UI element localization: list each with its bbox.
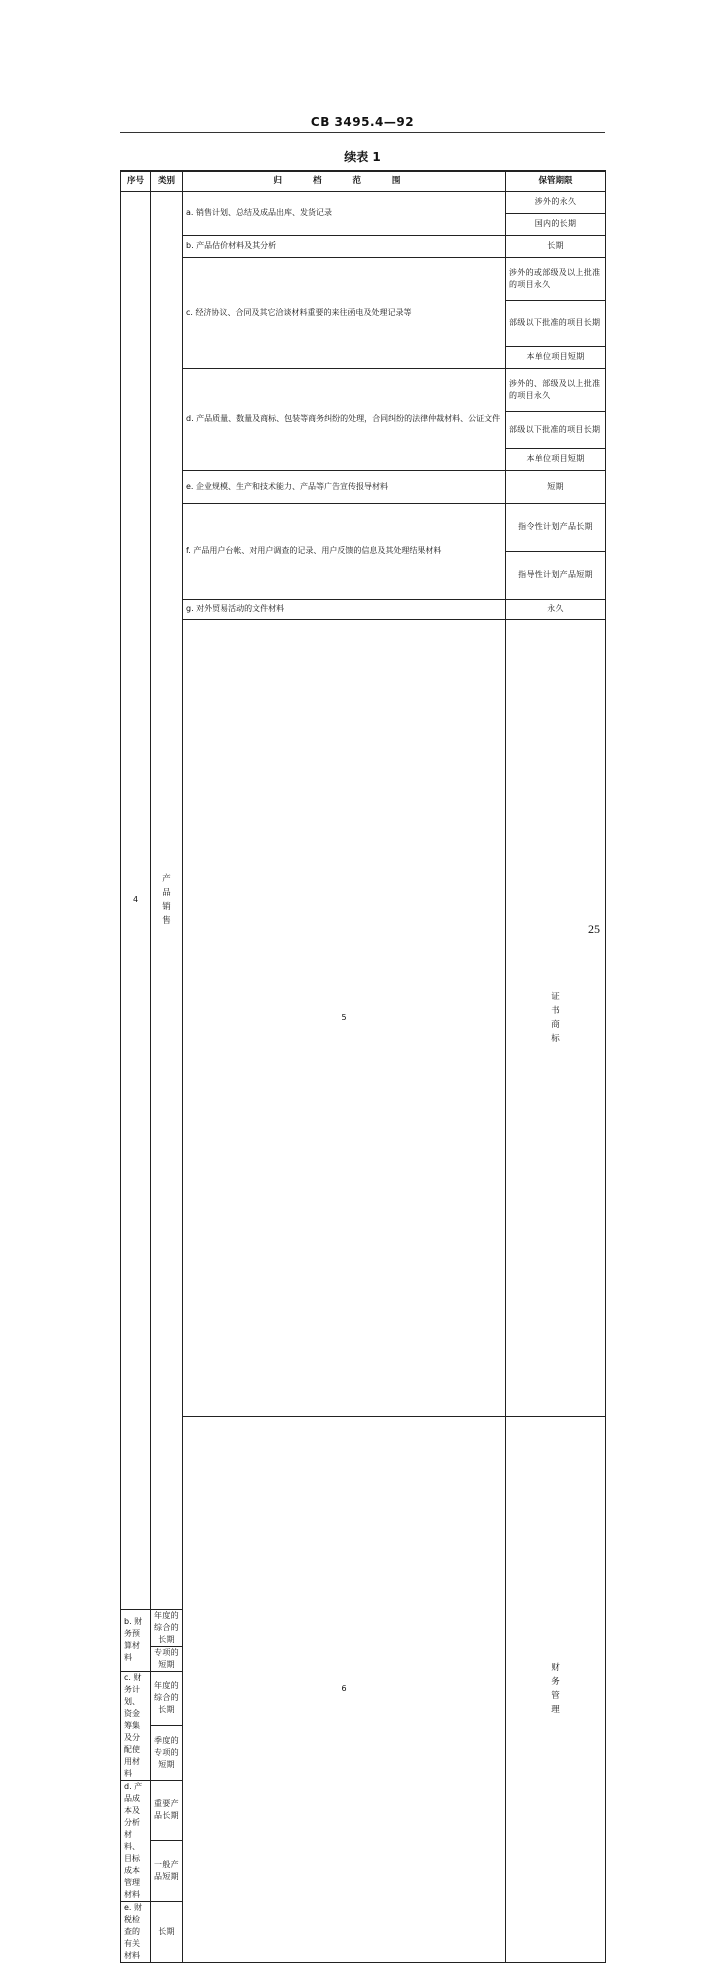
retention-cell: 指令性计划产品长期: [506, 503, 606, 551]
retention-cell: 重要产品长期: [151, 1780, 183, 1841]
retention-cell: 年度的综合的长期: [151, 1671, 183, 1726]
scope-cell: b. 财务预算材料: [121, 1609, 151, 1671]
retention-cell: 部级以下批准的项目长期: [506, 300, 606, 346]
retention-cell: 指导性计划产品短期: [506, 551, 606, 599]
retention-cell: 涉外的、部级及以上批准的项目永久: [506, 368, 606, 411]
retention-cell: 部级以下批准的项目长期: [506, 411, 606, 448]
retention-cell: 季度的专项的短期: [151, 1726, 183, 1781]
col-header-seq: 序号: [121, 171, 151, 191]
scope-cell: d. 产品成本及分析材料、目标成本管理材料: [121, 1780, 151, 1901]
table-row: [121, 257, 606, 300]
archive-table: [120, 170, 606, 1963]
col-header-category: 类别: [151, 171, 183, 191]
scope-cell: c. 财务计划、资金筹集及分配使用材料: [121, 1671, 151, 1780]
scope-cell: d. 产品质量、数量及商标、包装等商务纠纷的处理，合同纠纷的法律仲裁材料、公证文件: [183, 368, 506, 470]
retention-cell: 国内的长期: [506, 213, 606, 235]
table-row: [121, 503, 606, 551]
retention-cell: 本单位项目短期: [506, 448, 606, 470]
scope-cell: g. 对外贸易活动的文件材料: [183, 599, 506, 619]
category-cell: 证书商标: [506, 619, 606, 1416]
table-title: 续表 1: [344, 150, 381, 164]
table-row: [121, 1416, 606, 1609]
category-cell: 产品销售: [151, 191, 183, 1609]
retention-cell: 涉外的或部级及以上批准的项目永久: [506, 257, 606, 300]
scope-cell: e. 财税检查的有关材料: [121, 1901, 151, 1962]
retention-cell: 短期: [506, 470, 606, 503]
table-row: [121, 235, 606, 257]
table-row: [121, 191, 606, 213]
retention-cell: 专项的短期: [151, 1646, 183, 1671]
header-row: [121, 171, 606, 191]
seq-cell: 4: [121, 191, 151, 1609]
category-cell: 财务管理: [506, 1416, 606, 1962]
col-header-retention: 保管期限: [506, 171, 606, 191]
scope-cell: c. 经济协议、合同及其它洽谈材料重要的来往函电及处理记录等: [183, 257, 506, 368]
retention-cell: 一般产品短期: [151, 1841, 183, 1902]
header-rule: [120, 132, 605, 133]
retention-cell: 长期: [506, 235, 606, 257]
table-row: [121, 470, 606, 503]
retention-cell: 本单位项目短期: [506, 346, 606, 368]
retention-cell: 年度的综合的长期: [151, 1609, 183, 1646]
col-header-scope: 归 档 范 围: [183, 171, 506, 191]
scope-cell: b. 产品估价材料及其分析: [183, 235, 506, 257]
retention-cell: 涉外的永久: [506, 191, 606, 213]
table-row: [121, 368, 606, 411]
seq-cell: 5: [183, 619, 506, 1416]
scope-cell: a. 销售计划、总结及成品出库、发货记录: [183, 191, 506, 235]
table-row: [121, 599, 606, 619]
retention-cell: 长期: [151, 1901, 183, 1962]
scope-cell: f. 产品用户台帐、对用户调查的记录、用户反馈的信息及其处理结果材料: [183, 503, 506, 599]
standard-code: CB 3495.4—92: [310, 115, 415, 129]
seq-cell: 6: [183, 1416, 506, 1962]
retention-cell: 永久: [506, 599, 606, 619]
table-row: [121, 619, 606, 848]
scope-cell: e. 企业规模、生产和技术能力、产品等广告宣传报导材料: [183, 470, 506, 503]
page-number: 25: [588, 922, 600, 936]
